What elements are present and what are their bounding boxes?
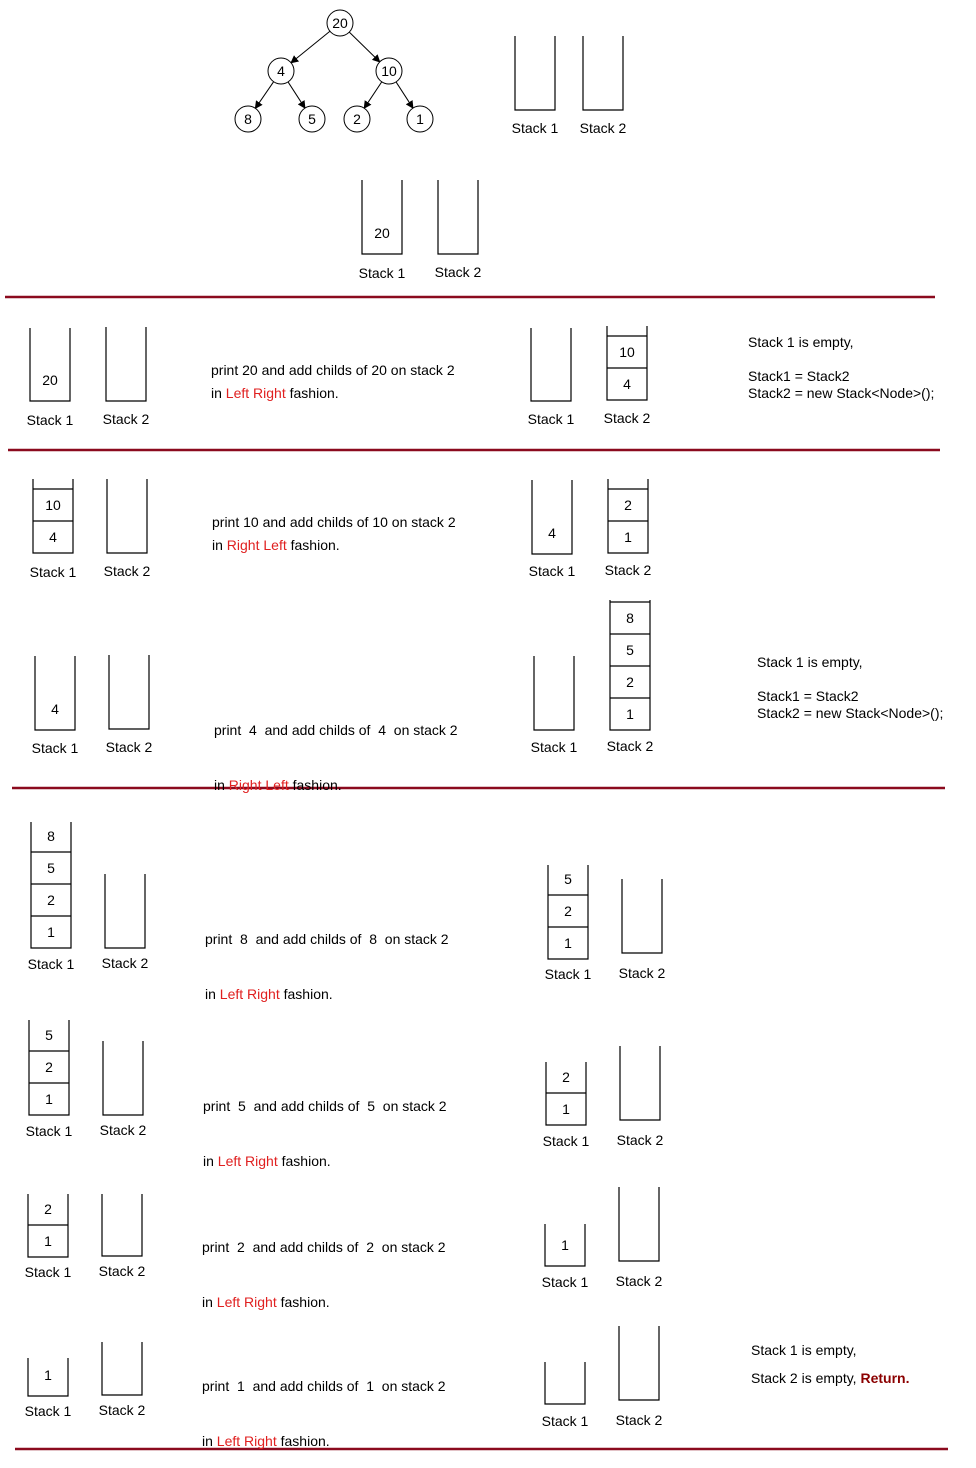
- tree-edge: [396, 82, 413, 108]
- step-5-line2: in Left Right fashion.: [203, 1153, 331, 1169]
- stack-item: 8: [626, 610, 634, 626]
- tree-node: [327, 10, 353, 36]
- stack2-container: [104, 479, 151, 579]
- stack1-label: Stack 1: [358, 265, 406, 281]
- stack1-label: Stack 1: [31, 740, 79, 756]
- stack-item: 20: [374, 225, 390, 241]
- stack1-container: [531, 656, 578, 755]
- stack-item: 4: [623, 376, 631, 392]
- stack1-container: [25, 1194, 72, 1280]
- tree-node-label: 2: [353, 111, 361, 127]
- stack1-label: Stack 1: [541, 1274, 589, 1290]
- stack1-label: Stack 1: [527, 411, 575, 427]
- step-3-line2: in Right Left fashion.: [214, 777, 342, 793]
- stack-item: 4: [548, 525, 556, 541]
- stack1-label: Stack 1: [542, 1133, 590, 1149]
- dividers: [5, 297, 948, 1449]
- stack1-container: [26, 1020, 73, 1139]
- stack-outline: [105, 874, 145, 948]
- tree-edge: [291, 31, 330, 63]
- stack1-label: Stack 1: [530, 739, 578, 755]
- tree-node: [376, 58, 402, 84]
- step-1-line1: print 20 and add childs of 20 on stack 2: [211, 362, 455, 378]
- stack-outline: [622, 879, 662, 953]
- step-4-line2: in Left Right fashion.: [205, 986, 333, 1002]
- stack2-container: [102, 874, 149, 971]
- stack-outline: [102, 1194, 142, 1256]
- tree-node: [344, 106, 370, 132]
- step-4-line1: print 8 and add childs of 8 on stack 2: [205, 931, 449, 947]
- note-line: Stack 2 is empty, Return.: [751, 1370, 910, 1386]
- stack1-label: Stack 1: [26, 412, 74, 428]
- stack-item: 10: [619, 344, 635, 360]
- stack1-label: Stack 1: [27, 956, 75, 972]
- stack-item: 1: [44, 1233, 52, 1249]
- stack2-label: Stack 2: [615, 1273, 663, 1289]
- stack-outline: [107, 479, 147, 553]
- step-1-text: [211, 362, 455, 401]
- stack1-container: [512, 36, 559, 136]
- stack1-label: Stack 1: [24, 1403, 72, 1419]
- stack-item: 4: [49, 529, 57, 545]
- step-2-text: [212, 514, 456, 553]
- step-3-text: [214, 690, 458, 809]
- stack2-label: Stack 2: [101, 955, 149, 971]
- stack-outline: [619, 1187, 659, 1261]
- stack1-label: Stack 1: [29, 564, 77, 580]
- stack1-container: [545, 865, 592, 982]
- step-4-text: [205, 899, 449, 1018]
- tree-node-label: 4: [277, 63, 285, 79]
- stack1-container: [543, 1062, 590, 1149]
- stack-item: 20: [42, 372, 58, 388]
- stack-item: 1: [564, 935, 572, 951]
- stack2-container: [106, 655, 153, 755]
- stack2-label: Stack 2: [616, 1132, 664, 1148]
- note-end: [751, 1342, 909, 1386]
- stack2-container: [100, 1041, 147, 1138]
- stack2-container: [605, 479, 652, 578]
- tree-node: [407, 106, 433, 132]
- tree-node: [299, 106, 325, 132]
- stack1-label: Stack 1: [541, 1413, 589, 1429]
- stack2-container: [435, 180, 482, 280]
- tree-edge: [349, 32, 379, 62]
- stack-outline: [362, 180, 402, 254]
- stack1-container: [27, 328, 74, 428]
- stack-item: 8: [47, 828, 55, 844]
- stack-outline: [106, 327, 146, 401]
- stack-item: 1: [45, 1091, 53, 1107]
- stack-item: 2: [564, 903, 572, 919]
- note-line: Stack1 = Stack2: [748, 368, 850, 384]
- stack-outline: [30, 328, 70, 401]
- tree-node-label: 8: [244, 111, 252, 127]
- stack2-container: [99, 1342, 146, 1418]
- stack2-container: [103, 327, 150, 427]
- note-line: Stack1 = Stack2: [757, 688, 859, 704]
- stack2-container: [616, 1187, 663, 1289]
- stack-item: 1: [626, 706, 634, 722]
- stack-item: 5: [564, 871, 572, 887]
- step-5-text: [203, 1066, 447, 1185]
- tree-node-label: 5: [308, 111, 316, 127]
- stack-outline: [531, 328, 571, 401]
- stack1-container: [28, 822, 75, 972]
- stack-outline: [620, 1046, 660, 1120]
- step-6-text: [202, 1207, 446, 1326]
- stack1-container: [529, 480, 576, 579]
- stack1-container: [542, 1362, 589, 1429]
- stack-item: 2: [626, 674, 634, 690]
- step-3-line1: print 4 and add childs of 4 on stack 2: [214, 722, 458, 738]
- stack2-label: Stack 2: [604, 562, 652, 578]
- stack1-container: [359, 180, 406, 281]
- note-line: Stack 1 is empty,: [757, 654, 863, 670]
- stack2-container: [619, 879, 666, 981]
- note-line: Stack 1 is empty,: [748, 334, 854, 350]
- stack1-label: Stack 1: [25, 1123, 73, 1139]
- stack2-container: [617, 1046, 664, 1148]
- tree-edge: [364, 82, 382, 108]
- stack2-label: Stack 2: [615, 1412, 663, 1428]
- step-2-line1: print 10 and add childs of 10 on stack 2: [212, 514, 456, 530]
- stack-item: 1: [47, 924, 55, 940]
- stack2-container: [99, 1194, 146, 1279]
- stack-item: 5: [47, 860, 55, 876]
- stack1-container: [25, 1358, 72, 1419]
- stack-item: 1: [561, 1237, 569, 1253]
- stack2-label: Stack 2: [606, 738, 654, 754]
- stack2-label: Stack 2: [434, 264, 482, 280]
- stack1-label: Stack 1: [544, 966, 592, 982]
- step-5-line1: print 5 and add childs of 5 on stack 2: [203, 1098, 447, 1114]
- stack-outline: [619, 1326, 659, 1400]
- stack-item: 1: [624, 529, 632, 545]
- stack-item: 5: [626, 642, 634, 658]
- step-2-line2: in Right Left fashion.: [212, 537, 340, 553]
- stack-item: 2: [47, 892, 55, 908]
- stack-item: 1: [44, 1367, 52, 1383]
- stack-outline: [438, 180, 478, 254]
- tree-node-label: 20: [332, 15, 348, 31]
- step-6-line2: in Left Right fashion.: [202, 1294, 330, 1310]
- tree-node: [235, 106, 261, 132]
- tree-edge: [288, 82, 305, 108]
- stack-item: 2: [562, 1069, 570, 1085]
- stack-outline: [109, 655, 149, 729]
- tree-node-label: 10: [381, 63, 397, 79]
- stack-item: 10: [45, 497, 61, 513]
- stack-outline: [515, 36, 555, 110]
- stack1-container: [32, 656, 79, 756]
- stack2-label: Stack 2: [105, 739, 153, 755]
- stack-outline: [532, 480, 572, 554]
- stack-outline: [583, 36, 623, 110]
- stack-item: 5: [45, 1027, 53, 1043]
- stack2-container: [607, 600, 654, 754]
- stack1-container: [542, 1224, 589, 1290]
- stack1-label: Stack 1: [528, 563, 576, 579]
- note-line: Stack2 = new Stack<Node>();: [748, 385, 935, 401]
- tree-node: [268, 58, 294, 84]
- step-6-line1: print 2 and add childs of 2 on stack 2: [202, 1239, 446, 1255]
- note-swap-2: [757, 654, 943, 721]
- stack2-label: Stack 2: [579, 120, 627, 136]
- stack-outline: [534, 656, 574, 730]
- stack-outline: [103, 1041, 143, 1115]
- stack-outline: [35, 656, 75, 730]
- stack2-label: Stack 2: [99, 1122, 147, 1138]
- step-7-line2: in Left Right fashion.: [202, 1433, 330, 1449]
- step-7-line1: print 1 and add childs of 1 on stack 2: [202, 1378, 446, 1394]
- stack2-container: [580, 36, 627, 136]
- stack1-label: Stack 1: [511, 120, 559, 136]
- stack1-container: [30, 479, 77, 580]
- tree-node-label: 1: [416, 111, 424, 127]
- step-1-line2: in Left Right fashion.: [211, 385, 339, 401]
- stack-item: 2: [624, 497, 632, 513]
- stack2-label: Stack 2: [103, 563, 151, 579]
- stack2-label: Stack 2: [98, 1402, 146, 1418]
- stack2-container: [616, 1326, 663, 1428]
- stack-item: 2: [45, 1059, 53, 1075]
- stack2-label: Stack 2: [102, 411, 150, 427]
- stack-item: 1: [562, 1101, 570, 1117]
- note-line: Stack2 = new Stack<Node>();: [757, 705, 944, 721]
- note-line: Stack 1 is empty,: [751, 1342, 857, 1358]
- stack2-label: Stack 2: [603, 410, 651, 426]
- stack1-label: Stack 1: [24, 1264, 72, 1280]
- stack-outline: [545, 1362, 585, 1404]
- note-swap-1: [748, 334, 934, 401]
- tree-edge: [255, 82, 273, 109]
- stack-outline: [102, 1342, 142, 1395]
- stack2-container: [604, 326, 651, 426]
- stack-item: 4: [51, 701, 59, 717]
- stack-item: 2: [44, 1201, 52, 1217]
- stack1-container: [528, 328, 575, 427]
- stack2-label: Stack 2: [98, 1263, 146, 1279]
- step-7-text: [202, 1346, 446, 1465]
- stack2-label: Stack 2: [618, 965, 666, 981]
- binary-tree: [235, 10, 433, 132]
